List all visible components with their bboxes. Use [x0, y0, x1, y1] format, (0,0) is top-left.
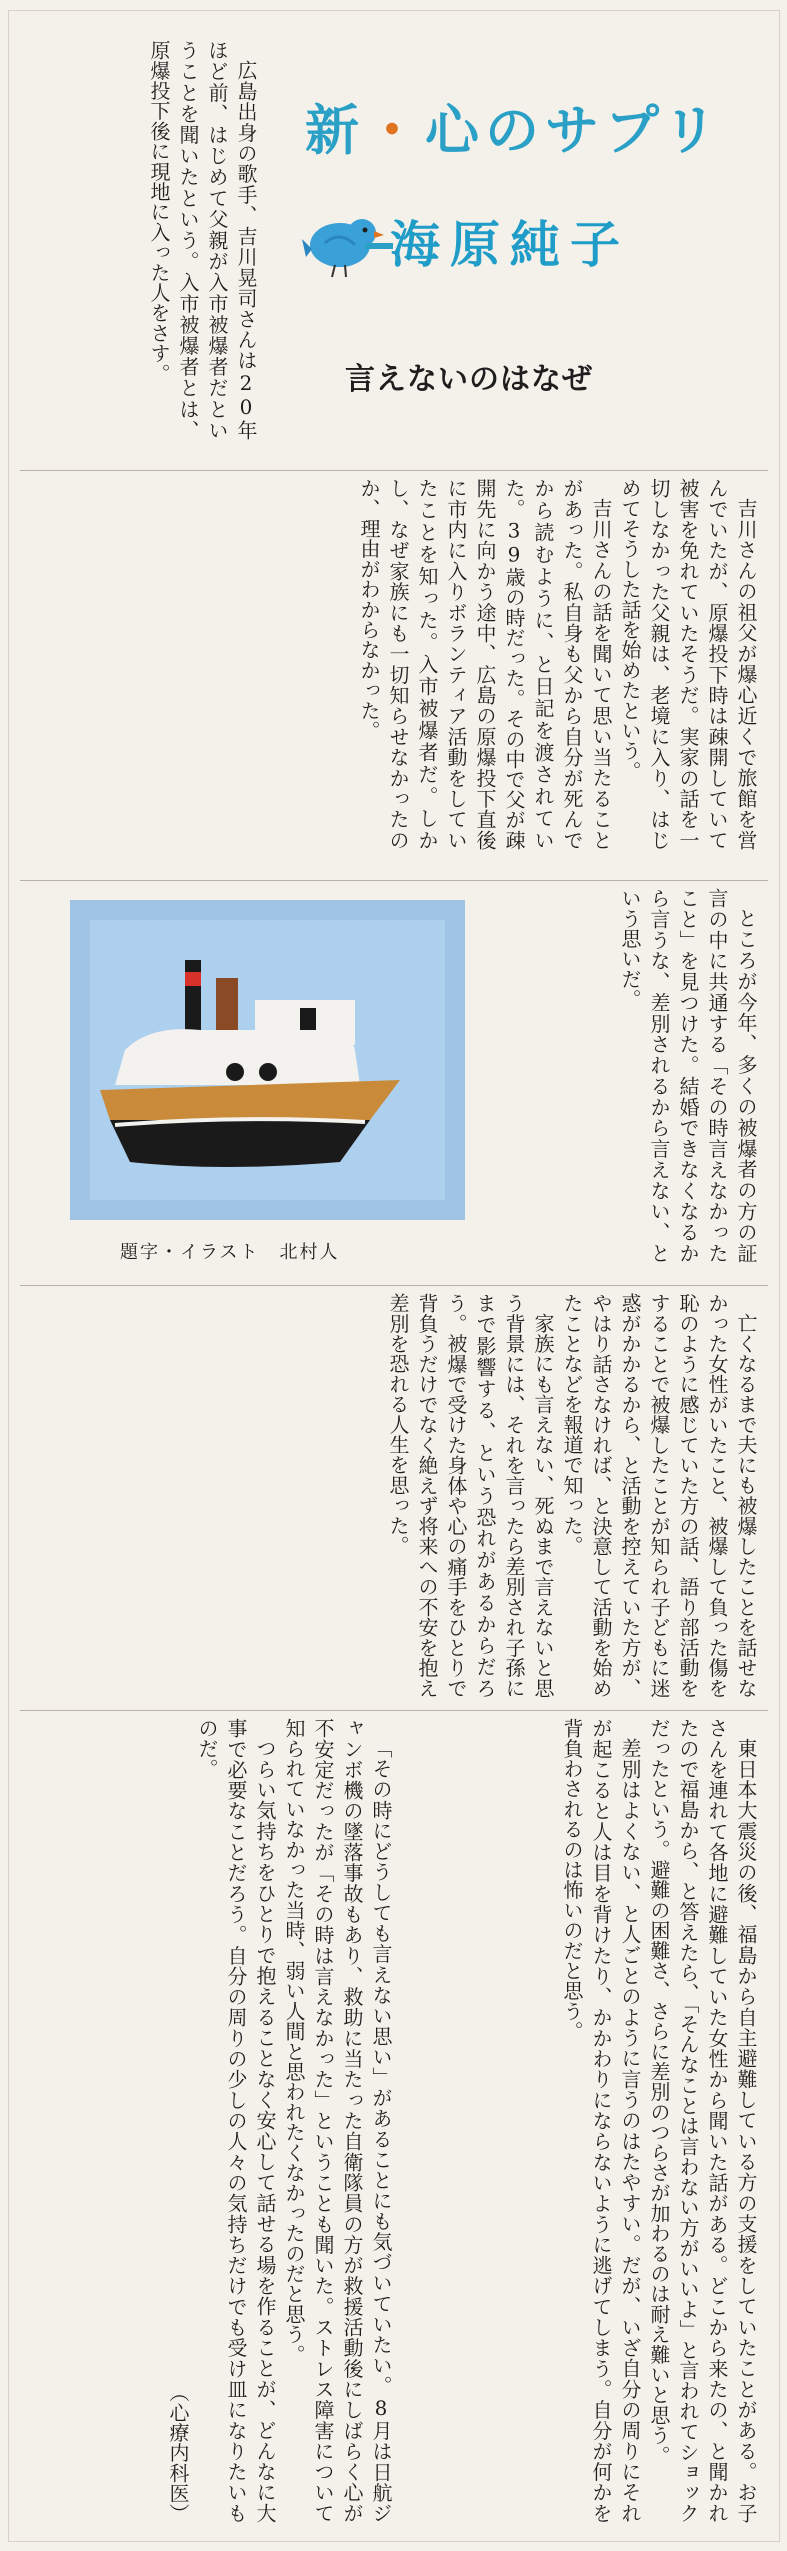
paragraph: 家族にも言えない、死ぬまで言えないと思う背景には、それを言ったら差別され子孫にまで影響する、という恐れがあるからだろう。被爆で受けた身体や心の痛手をひとりで背負うだけでなく絶えず将来への不安を抱え差別を恐れる人生を思った。 — [386, 1293, 555, 1698]
series-title-part2: 心のサプリ — [425, 99, 723, 162]
author-name: 海原純子 — [390, 216, 630, 274]
series-title-dot: ・ — [365, 99, 425, 162]
intro-column — [45, 40, 260, 440]
paragraph: 広島出身の歌手、吉川晃司さんは20年ほど前、はじめて父親が入市被爆者だということを聞いたという。入市被爆者とは、原爆投下後に現地に入った人をさす。 — [147, 40, 258, 440]
paragraph: 差別はよくない、と人ごとのように言うのはたやすい。だが、いざ自分の周りにそれが起こると人は目を背けたり、かかわりにならないように逃げてしまう。自分が何かを背負わされるのは怖いのだと思う。 — [560, 1718, 642, 2523]
paragraph: 「その時にどうしても言えない思い」があることにも気づいていたい。8月は日航ジャンボ機の墜落事故もあり、救助に当たった自衛隊員の方が救援活動後にしばらく心が不安定だったが「その時は言えなかった」ということも聞いた。ストレス障害について知られていなかった当時、弱い人間と思われたくなかったのだと思う。 — [282, 1718, 393, 2523]
divider — [20, 470, 768, 471]
series-title — [305, 88, 725, 178]
body-block-1 — [45, 478, 760, 850]
body-block-3 — [45, 1293, 760, 1698]
body-block-4-left — [45, 1718, 395, 2523]
steamboat-illustration — [70, 900, 465, 1220]
paragraph: ところが今年、多くの被爆者の方の証言の中に共通する「その時言えなかったこと」を見つけた。結婚できなくなるから言うな、差別されるから言えない、という思いだ。 — [618, 888, 758, 1263]
headline: 言えないのはなぜ — [345, 362, 593, 397]
divider — [20, 880, 768, 881]
body-block-4-right — [405, 1718, 760, 2523]
illustration-caption: 題字・イラスト 北村人 — [120, 1242, 340, 1263]
paragraph: 吉川さんの祖父が爆心近くで旅館を営んでいたが、原爆投下時は疎開していて被害を免れていたそうだ。実家の話を一切しなかった父親は、老境に入り、はじめてそうした話を始めたという。 — [618, 478, 758, 850]
paragraph: 東日本大震災の後、福島から自主避難している方の支援をしていたことがある。お子さんを連れて各地に避難していた女性から聞いた話がある。どこから来たの、と聞かれたので福島から、と答えたら、「そんなことは言わない方がいいよ」と言われてショックだったという。避難の困難さ、さらに差別のつらさが加わるのは耐え難いと思う。 — [647, 1718, 758, 2523]
series-title-part1: 新 — [305, 99, 365, 162]
divider — [20, 1710, 768, 1711]
paragraph: 亡くなるまで夫にも被爆したことを話せなかった女性がいたこと、被爆して負った傷を恥のように感じていた方の話、語り部活動をすることで被爆したことが知られ子どもに迷惑がかかるから、と活動を控えていた方が、やはり話さなければ、と決意して活動を始めたことなどを報道で知った。 — [560, 1293, 758, 1698]
author-signature: （心療内科医） — [166, 2381, 190, 2523]
body-block-2 — [495, 888, 760, 1263]
paragraph: つらい気持ちをひとりで抱えることなく安心して話せる場を作ることが、どんなに大事で必要なことだろう。自分の周りの少しの人々の気持ちだけでも受け皿になりたいものだ。 — [195, 1718, 277, 2523]
divider — [20, 1285, 768, 1286]
paragraph: 吉川さんの話を聞いて思い当たることがあった。私自身も父から自分が死んでから読むように、と日記を渡されていた。39歳の時だった。その中で父が疎開先に向かう途中、広島の原爆投下直後に市内に入りボランティア活動をしていたことを知った。入市被爆者だ。しかし、なぜ家族にも一切知らせなかったのか、理由がわからなかった。 — [357, 478, 613, 850]
author-dash — [365, 243, 393, 249]
